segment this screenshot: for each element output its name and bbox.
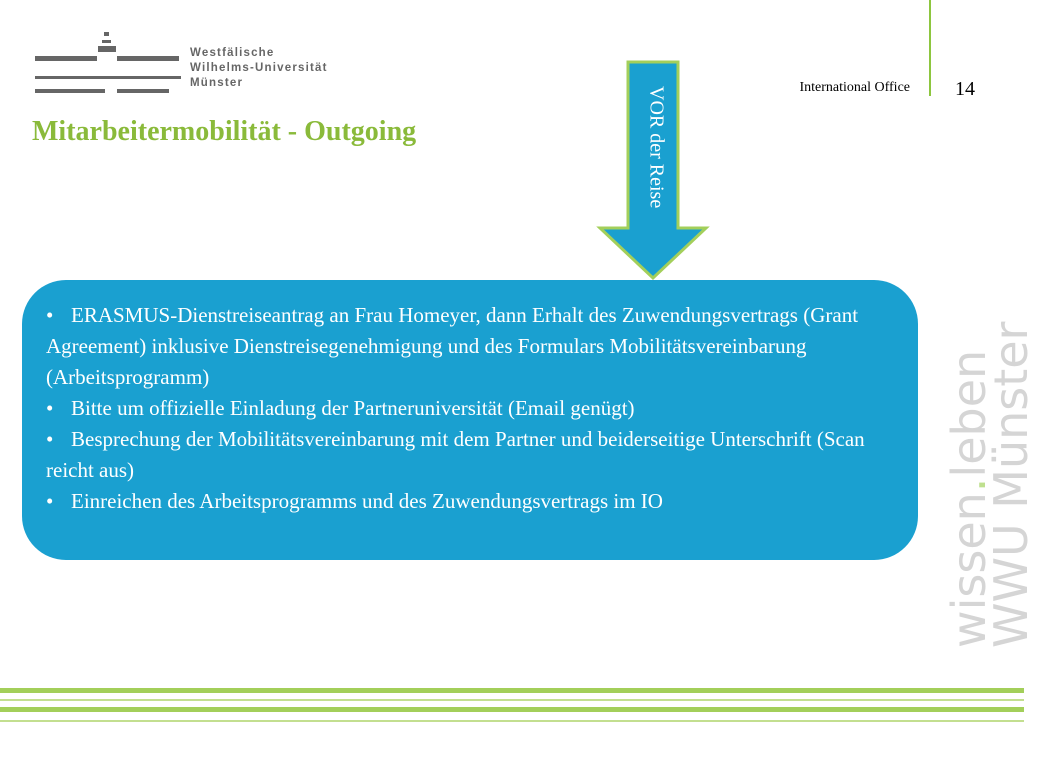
university-name [190,46,328,91]
university-logo [32,28,352,98]
list-item [46,300,888,393]
page-title: Mitarbeitermobilität - Outgoing [32,116,417,147]
watermark-word: leben [942,349,996,478]
university-name-line: Westfälische [190,47,275,59]
footer-stripe [0,699,1024,701]
bullet-text: Besprechung der Mobilitätsvereinbarung mit dem Partner und beiderseitige Unterschrift (Scan reicht aus) [46,427,865,482]
department-label: International Office [799,80,910,95]
list-item [46,486,888,517]
slide-number: 14 [955,78,975,100]
bullet-text: Einreichen des Arbeitsprogramms und des Zuwendungsvertrags im IO [71,489,663,513]
footer-stripe [0,707,1024,712]
watermark-word: wissen [942,492,996,648]
bullet-text: Bitte um offizielle Einladung der Partneruniversität (Email genügt) [71,396,635,420]
watermark-line: WWU Münster [984,321,1038,648]
info-box [22,280,918,560]
bullet-list [46,300,888,517]
footer-stripe [0,688,1024,693]
university-name-line: Wilhelms-Universität [190,62,328,74]
bullet-text: ERASMUS-Dienstreiseantrag an Frau Homeyer, dann Erhalt des Zuwendungsvertrags (Grant Agreement) inklusive Dienstreisegenehmigung und des Formulars Mobilitätsvereinbarung (Arbeitsprogramm) [46,303,859,389]
arrow-label [636,62,676,232]
watermark-dot: . [942,477,996,493]
bullet-marker: • [46,489,54,513]
bullet-marker: • [46,303,54,327]
footer-stripe [0,720,1024,722]
list-item [46,393,888,424]
bullet-marker: • [46,396,54,420]
list-item [46,424,888,486]
header-divider [929,0,931,96]
bullet-marker: • [46,427,54,451]
watermark [942,321,1038,648]
university-name-line: Münster [190,77,244,89]
university-logo-mark [32,28,182,98]
arrow-label-text: VOR der Reise [645,85,668,209]
